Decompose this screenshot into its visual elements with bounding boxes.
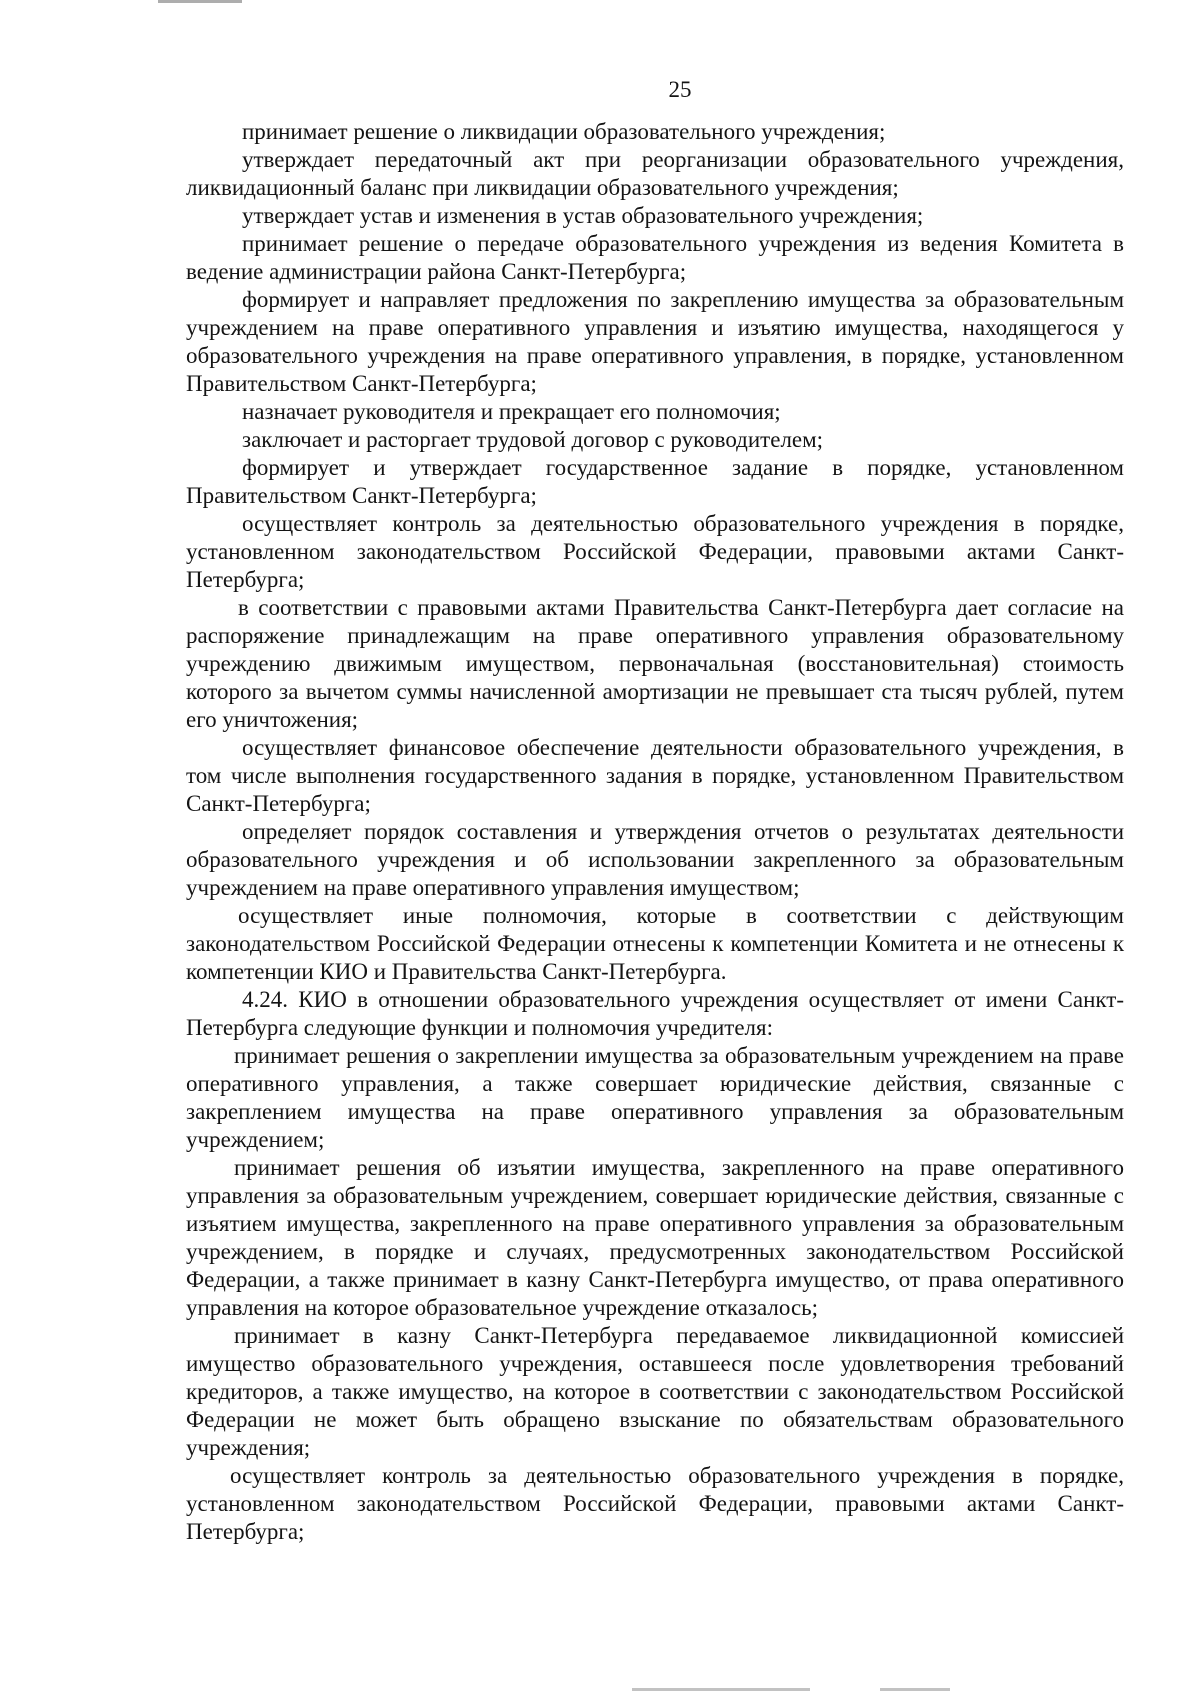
paragraph-transfer-act: утверждает передаточный акт при реорганизации образовательного учреждения, ликвидационный баланс при ликвидации образовательного учреждения; (186, 147, 1124, 200)
paragraph-liquidation-decision: принимает решение о ликвидации образовательного учреждения; (242, 119, 886, 144)
paragraph-activity-control-kio: осуществляет контроль за деятельностью образовательного учреждения в порядке, установленном законодательством Российской Федерации, правовыми актами Санкт-Петербурга; (186, 1463, 1124, 1544)
document-body (186, 118, 1124, 1546)
paragraph-treasury-acceptance: принимает в казну Санкт-Петербурга передаваемое ликвидационной комиссией имущество образовательного учреждения, оставшееся после удовлетворения требований кредиторов, а также имущество, на которое в соответствии с законодательством Российской Федерации не может быть обращено взыскание по обязательствам образовательного учреждения; (186, 1323, 1124, 1460)
paragraph-movable-property-consent: в соответствии с правовыми актами Правительства Санкт-Петербурга дает согласие на распоряжение принадлежащим на праве оперативного управления образовательному учреждению движимым имуществом, первоначальная (восстановительная) стоимость которого за вычетом суммы начисленной амортизации не превышает ста тысяч рублей, путем его уничтожения; (186, 595, 1124, 732)
paragraph-state-assignment: формирует и утверждает государственное задание в порядке, установленном Правительством Санкт-Петербурга; (186, 455, 1124, 508)
paragraph-transfer-to-district: принимает решение о передаче образовательного учреждения из ведения Комитета в ведение администрации района Санкт-Петербурга; (186, 231, 1124, 284)
paragraph-reporting-procedure: определяет порядок составления и утверждения отчетов о результатах деятельности образовательного учреждения и об использовании закрепленного за образовательным учреждением на праве оперативного управления имуществом; (186, 819, 1124, 900)
paragraph-charter-approval: утверждает устав и изменения в устав образовательного учреждения; (242, 203, 924, 228)
paragraph-property-assignment: принимает решения о закреплении имущества за образовательным учреждением на праве оперативного управления, а также совершает юридические действия, связанные с закреплением имущества на праве оперативного управления за образовательным учреждением; (186, 1043, 1124, 1152)
paragraph-activity-control: осуществляет контроль за деятельностью образовательного учреждения в порядке, установленном законодательством Российской Федерации, правовыми актами Санкт-Петербурга; (186, 511, 1124, 592)
paragraph-property-withdrawal: принимает решения об изъятии имущества, закрепленного на праве оперативного управления за образовательным учреждением, совершает юридические действия, связанные с изъятием имущества, закрепленного на праве оперативного управления за образовательным учреждением, в порядке и случаях, предусмотренных законодательством Российской Федерации, а также принимает в казну Санкт-Петербурга имущество, от права оперативного управления на которое образовательное учреждение отказалось; (186, 1155, 1124, 1320)
paragraph-property-proposals: формирует и направляет предложения по закреплению имущества за образовательным учреждением на праве оперативного управления и изъятию имущества, находящегося у образовательного учреждения на праве оперативного управления, в порядке, установленном Правительством Санкт-Петербурга; (186, 287, 1124, 396)
paragraph-other-powers: осуществляет иные полномочия, которые в соответствии с действующим законодательством Российской Федерации отнесены к компетенции Комитета и не отнесены к компетенции КИО и Правительства Санкт-Петербурга. (186, 903, 1124, 984)
scan-edge-mark-bottom (632, 1688, 810, 1691)
paragraph-section-4-24: 4.24. КИО в отношении образовательного учреждения осуществляет от имени Санкт-Петербурга следующие функции и полномочия учредителя: (186, 987, 1124, 1040)
scan-edge-mark-top (158, 0, 242, 3)
paragraph-financial-support: осуществляет финансовое обеспечение деятельности образовательного учреждения, в том числе выполнения государственного задания в порядке, установленном Правительством Санкт-Петербурга; (186, 735, 1124, 816)
scan-edge-mark-bottom-right (880, 1688, 950, 1691)
page-number: 25 (668, 77, 692, 102)
paragraph-labor-contract: заключает и расторгает трудовой договор с руководителем; (242, 427, 824, 452)
paragraph-appoints-head: назначает руководителя и прекращает его полномочия; (242, 399, 781, 424)
